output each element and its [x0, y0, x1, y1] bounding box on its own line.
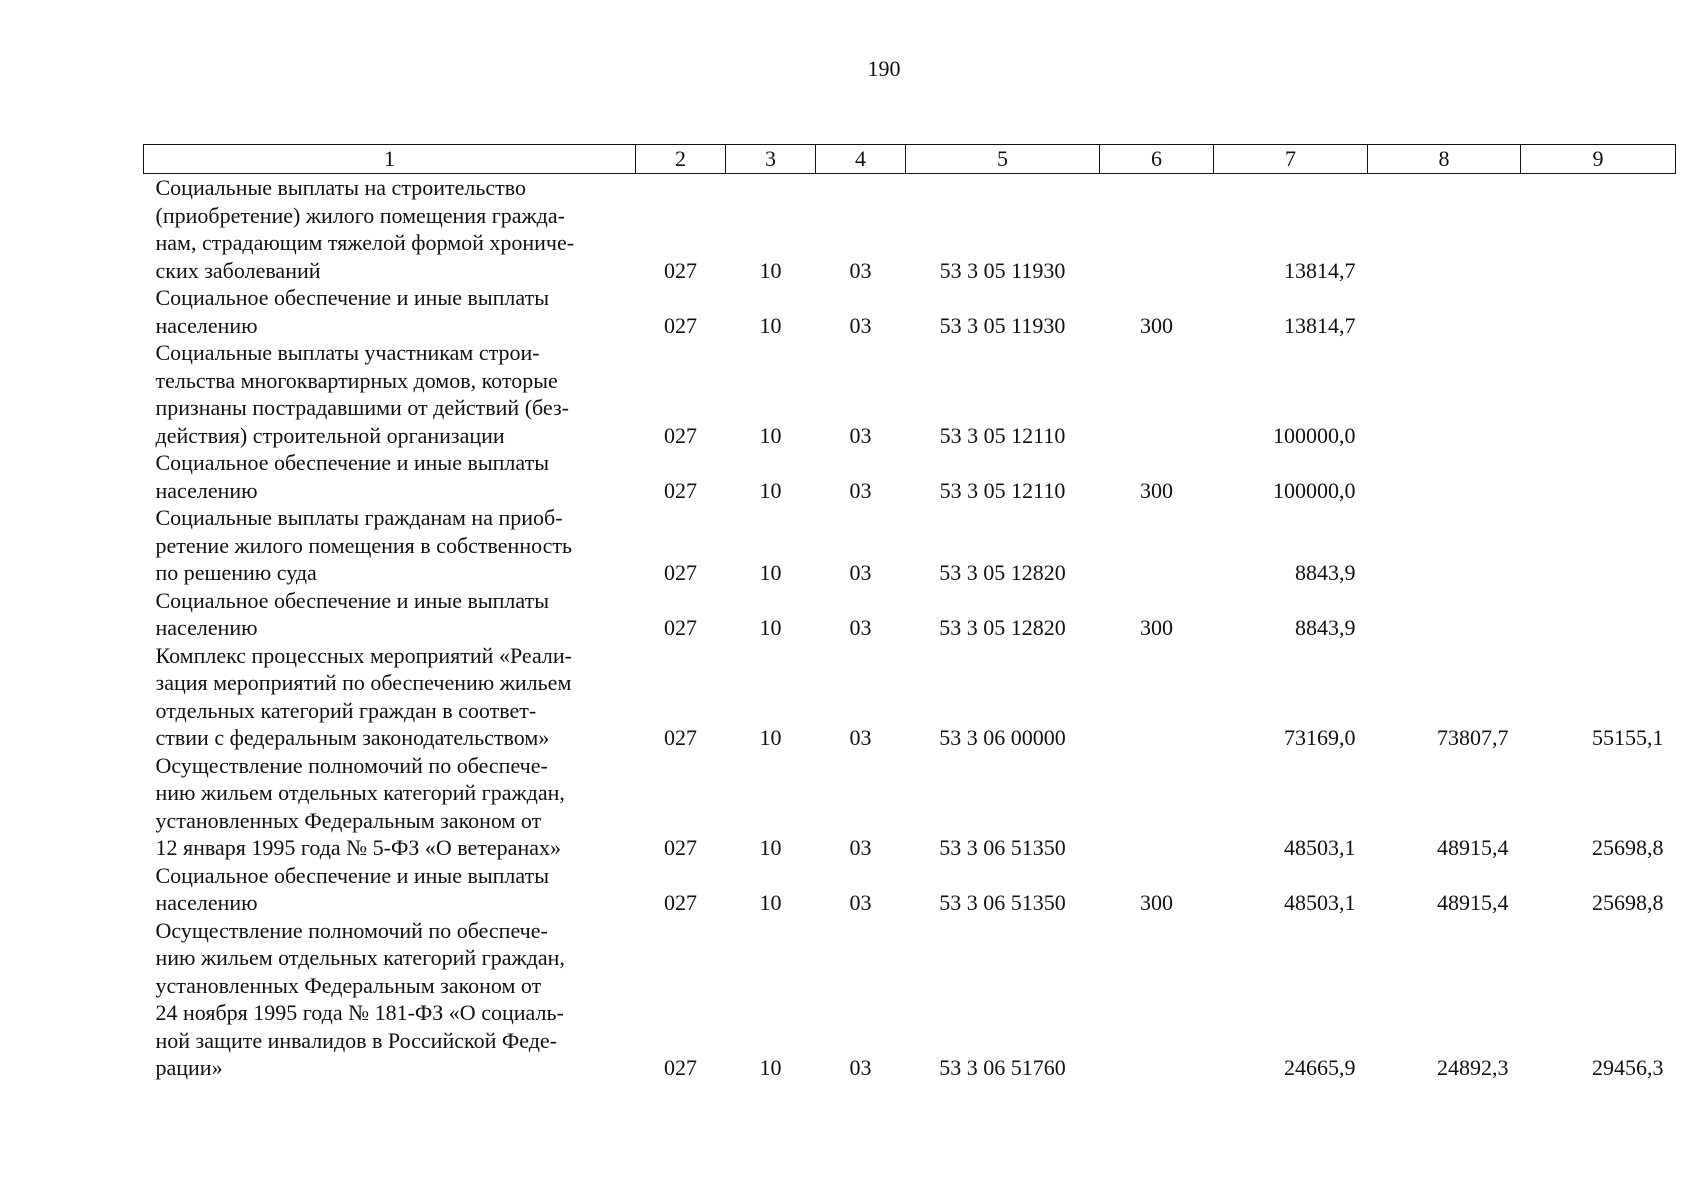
row-name — [144, 752, 636, 862]
cell-amount-year-1: 48503,1 — [1284, 835, 1356, 860]
row-name-line: населению — [155, 890, 258, 915]
row-name-line: Социальное обеспечение и иные выплаты — [155, 587, 549, 613]
row-name-line: Социальное обеспечение и иные выплаты — [155, 450, 549, 475]
table-row — [144, 449, 1676, 504]
row-name — [144, 862, 636, 917]
row-name-line: населению — [155, 615, 258, 640]
row-name-line: Социальное обеспечение и иные выплаты — [155, 285, 549, 310]
column-header: 9 — [1521, 145, 1676, 174]
row-name — [144, 284, 636, 339]
cell-ministry-code: 027 — [664, 890, 697, 915]
row-name-line: ствии с федеральным законодательством» — [155, 725, 550, 750]
cell-section: 10 — [759, 312, 782, 338]
row-name-line: 24 ноября 1995 года № 181-ФЗ «О социаль- — [155, 1000, 564, 1025]
cell-expense-type — [1100, 339, 1214, 449]
cell-amount-year-1: 73169,0 — [1284, 725, 1356, 750]
table-row — [144, 339, 1676, 449]
cell-amount-year-3 — [1521, 284, 1676, 339]
cell-target-article: 53 3 06 51350 — [939, 835, 1066, 860]
cell-expense-type — [1100, 642, 1214, 752]
row-name-line: Осуществление полномочий по обеспече- — [155, 917, 548, 943]
row-name-line: нию жильем отдельных категорий граждан, — [155, 945, 565, 970]
cell-ministry-code: 027 — [664, 422, 697, 448]
cell-amount-year-3: 55155,1 — [1592, 725, 1664, 750]
cell-section: 10 — [759, 890, 782, 915]
page-number: 190 — [867, 56, 901, 81]
table-row — [144, 587, 1676, 642]
cell-expense-type — [1100, 504, 1214, 587]
cell-ministry-code: 027 — [664, 1055, 697, 1080]
cell-amount-year-2 — [1368, 339, 1521, 449]
cell-amount-year-1: 13814,7 — [1284, 257, 1356, 283]
cell-target-article: 53 3 05 12820 — [939, 560, 1066, 585]
row-name-line: Комплекс процессных мероприятий «Реали- — [155, 642, 572, 668]
cell-target-article: 53 3 05 12110 — [939, 422, 1066, 448]
row-name-line: нию жильем отдельных категорий граждан, — [155, 780, 565, 805]
cell-subsection: 03 — [849, 615, 872, 640]
table-header-row — [144, 145, 1676, 174]
cell-subsection: 03 — [849, 312, 872, 338]
cell-amount-year-3 — [1521, 339, 1676, 449]
row-name-line: по решению суда — [155, 560, 317, 585]
row-name-line: населению — [155, 312, 258, 338]
cell-amount-year-2 — [1368, 449, 1521, 504]
cell-subsection: 03 — [849, 890, 872, 915]
cell-ministry-code: 027 — [664, 835, 697, 860]
cell-section: 10 — [759, 1055, 782, 1080]
table-row — [144, 174, 1676, 285]
cell-section: 10 — [759, 422, 782, 448]
cell-amount-year-3: 25698,8 — [1592, 835, 1664, 860]
cell-subsection: 03 — [849, 835, 872, 860]
cell-amount-year-1: 13814,7 — [1284, 312, 1356, 338]
cell-amount-year-2 — [1368, 587, 1521, 642]
cell-target-article: 53 3 05 11930 — [939, 312, 1066, 338]
table-body — [144, 174, 1676, 1082]
cell-amount-year-3 — [1521, 504, 1676, 587]
cell-target-article: 53 3 05 12820 — [939, 615, 1066, 640]
column-header: 2 — [636, 145, 726, 174]
cell-subsection: 03 — [849, 725, 872, 750]
cell-expense-type — [1100, 752, 1214, 862]
cell-expense-type: 300 — [1140, 477, 1173, 503]
cell-expense-type — [1100, 174, 1214, 285]
row-name — [144, 339, 636, 449]
cell-amount-year-2: 48915,4 — [1437, 835, 1509, 860]
row-name-line: (приобретение) жилого помещения гражда- — [155, 202, 565, 228]
row-name-line: ной защите инвалидов в Российской Феде- — [155, 1027, 557, 1053]
row-name-line: Социальные выплаты на строительство — [155, 175, 526, 200]
cell-amount-year-1: 8843,9 — [1295, 560, 1356, 585]
cell-section: 10 — [759, 560, 782, 585]
cell-ministry-code: 027 — [664, 257, 697, 283]
cell-target-article: 53 3 05 12110 — [939, 477, 1066, 503]
cell-ministry-code: 027 — [664, 560, 697, 585]
table-row — [144, 504, 1676, 587]
row-name-line: Социальное обеспечение и иные выплаты — [155, 862, 549, 888]
cell-expense-type: 300 — [1140, 312, 1173, 338]
row-name — [144, 449, 636, 504]
row-name-line: населению — [155, 477, 258, 503]
row-name-line: Социальные выплаты гражданам на приоб- — [155, 505, 563, 530]
row-name-line: отдельных категорий граждан в соответ- — [155, 697, 537, 723]
budget-table — [143, 144, 1676, 1082]
cell-ministry-code: 027 — [664, 312, 697, 338]
cell-section: 10 — [759, 725, 782, 750]
cell-amount-year-3: 29456,3 — [1592, 1055, 1664, 1080]
cell-ministry-code: 027 — [664, 615, 697, 640]
cell-amount-year-1: 100000,0 — [1273, 422, 1356, 448]
row-name-line: ских заболеваний — [155, 257, 321, 283]
row-name-line: 12 января 1995 года № 5-ФЗ «О ветеранах» — [155, 835, 561, 860]
cell-ministry-code: 027 — [664, 725, 697, 750]
cell-expense-type: 300 — [1140, 615, 1173, 640]
column-header: 8 — [1368, 145, 1521, 174]
cell-subsection: 03 — [849, 477, 872, 503]
cell-amount-year-2 — [1368, 284, 1521, 339]
cell-amount-year-2: 24892,3 — [1437, 1055, 1509, 1080]
cell-subsection: 03 — [849, 422, 872, 448]
row-name — [144, 587, 636, 642]
cell-expense-type: 300 — [1140, 890, 1173, 915]
row-name — [144, 504, 636, 587]
cell-subsection: 03 — [849, 560, 872, 585]
cell-target-article: 53 3 06 51350 — [939, 890, 1066, 915]
row-name-line: нам, страдающим тяжелой формой хрониче- — [155, 230, 575, 255]
table-row — [144, 917, 1676, 1082]
row-name-line: тельства многоквартирных домов, которые — [155, 367, 558, 393]
row-name-line: ретение жилого помещения в собственность — [155, 532, 573, 558]
row-name — [144, 917, 636, 1082]
row-name-line: зация мероприятий по обеспечению жильем — [155, 670, 572, 695]
cell-section: 10 — [759, 257, 782, 283]
cell-amount-year-1: 24665,9 — [1284, 1055, 1356, 1080]
cell-target-article: 53 3 06 51760 — [939, 1055, 1066, 1080]
row-name-line: Осуществление полномочий по обеспече- — [155, 752, 548, 778]
table-row — [144, 752, 1676, 862]
cell-subsection: 03 — [849, 257, 872, 283]
cell-amount-year-3: 25698,8 — [1592, 890, 1664, 915]
column-header: 7 — [1214, 145, 1368, 174]
cell-amount-year-1: 100000,0 — [1273, 477, 1356, 503]
cell-amount-year-3 — [1521, 587, 1676, 642]
column-header: 5 — [906, 145, 1100, 174]
column-header: 6 — [1100, 145, 1214, 174]
column-header: 4 — [816, 145, 906, 174]
cell-amount-year-3 — [1521, 174, 1676, 285]
cell-ministry-code: 027 — [664, 477, 697, 503]
cell-amount-year-3 — [1521, 449, 1676, 504]
row-name-line: Социальные выплаты участникам строи- — [155, 340, 540, 365]
column-header: 3 — [726, 145, 816, 174]
cell-subsection: 03 — [849, 1055, 872, 1080]
row-name-line: рации» — [155, 1055, 223, 1080]
column-header: 1 — [144, 145, 636, 174]
cell-amount-year-2: 48915,4 — [1437, 890, 1509, 915]
cell-section: 10 — [759, 615, 782, 640]
cell-target-article: 53 3 05 11930 — [939, 257, 1066, 283]
row-name-line: действия) строительной организации — [155, 422, 505, 448]
cell-amount-year-2: 73807,7 — [1437, 725, 1509, 750]
cell-amount-year-1: 8843,9 — [1295, 615, 1356, 640]
row-name — [144, 174, 636, 285]
table-row — [144, 284, 1676, 339]
cell-expense-type — [1100, 917, 1214, 1082]
cell-target-article: 53 3 06 00000 — [939, 725, 1066, 750]
cell-amount-year-2 — [1368, 174, 1521, 285]
row-name — [144, 642, 636, 752]
cell-amount-year-1: 48503,1 — [1284, 890, 1356, 915]
table-row — [144, 642, 1676, 752]
row-name-line: признаны пострадавшими от действий (без- — [155, 395, 569, 420]
table-row — [144, 862, 1676, 917]
row-name-line: установленных Федеральным законом от — [155, 807, 542, 833]
row-name-line: установленных Федеральным законом от — [155, 972, 542, 998]
cell-section: 10 — [759, 835, 782, 860]
cell-amount-year-2 — [1368, 504, 1521, 587]
cell-section: 10 — [759, 477, 782, 503]
